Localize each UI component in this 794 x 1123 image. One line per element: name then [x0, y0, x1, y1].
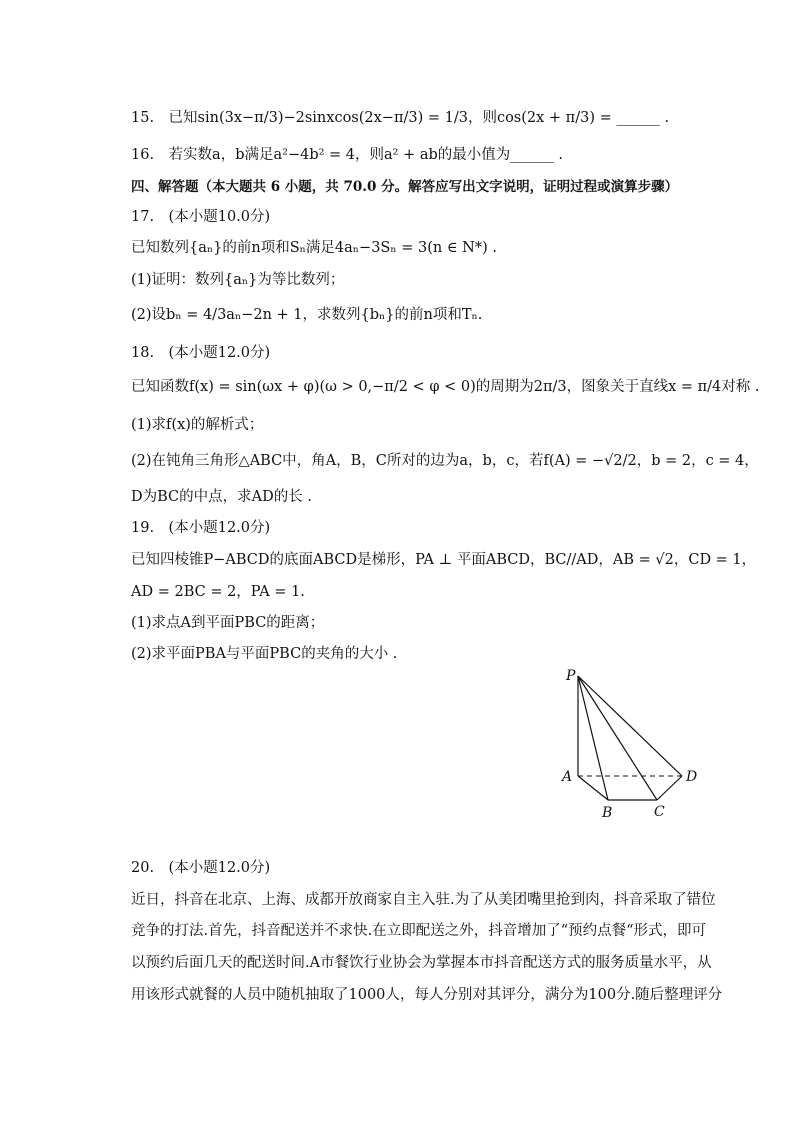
- question-17-header: 17. (本小题10.0分): [131, 209, 271, 225]
- question-18-part1: (1)求f(x)的解析式；: [131, 417, 264, 433]
- question-18-part2: (2)在钝角三角形△ABC中，角A，B，C所对的边为a，b，c，若f(A) = −√2/2，b = 2，c = 4，: [131, 453, 759, 469]
- pyramid-diagram: [556, 664, 706, 824]
- question-18-stem: 已知函数f(x) = sin(ωx + φ)(ω > 0,−π/2 < φ < 0)的周期为2π/3，图象关于直线x = π/4对称 .: [131, 379, 760, 395]
- question-19-part2: (2)求平面PBA与平面PBC的夹角的大小 .: [131, 646, 398, 662]
- question-18-part2-cont: D为BC的中点，求AD的长 .: [131, 489, 312, 505]
- question-16: 16. 若实数a，b满足a²−4b² = 4，则a² + ab的最小值为______ .: [131, 147, 563, 163]
- label-A: A: [562, 769, 573, 785]
- question-20-para-2: 竞争的打法.首先，抖音配送并不求快.在立即配送之外，抖音增加了“预约点餐“形式，即可: [131, 923, 707, 939]
- edge-PC: [578, 676, 657, 800]
- question-20-para-4: 用该形式就餐的人员中随机抽取了1000人，每人分别对其评分，满分为100分.随后整理评分: [131, 987, 723, 1003]
- question-19-part1: (1)求点A到平面PBC的距离；: [131, 615, 325, 631]
- question-18-header: 18. (本小题12.0分): [131, 345, 271, 361]
- label-C: C: [654, 804, 665, 820]
- section-heading: 四、解答题（本大题共 6 小题，共 70.0 分。解答应写出文字说明，证明过程或演算步骤）: [131, 179, 679, 195]
- edge-CD: [657, 776, 682, 800]
- label-D: D: [686, 769, 698, 785]
- question-20-para-3: 以预约后面几天的配送时间.A市餐饮行业协会为掌握本市抖音配送方式的服务质量水平，从: [131, 955, 712, 971]
- edge-PB: [578, 676, 608, 800]
- question-19-stem: 已知四棱锥P−ABCD的底面ABCD是梯形，PA ⊥ 平面ABCD，BC//AD，AB = √2，CD = 1，: [131, 552, 757, 568]
- question-19-stem-cont: AD = 2BC = 2，PA = 1.: [131, 584, 305, 600]
- question-20-header: 20. (本小题12.0分): [131, 860, 271, 876]
- label-B: B: [602, 805, 613, 821]
- label-P: P: [566, 668, 576, 684]
- question-17-part1: (1)证明：数列{aₙ}为等比数列；: [131, 272, 345, 288]
- question-17-stem: 已知数列{aₙ}的前n项和Sₙ满足4aₙ−3Sₙ = 3(n ∈ N*) .: [131, 240, 497, 256]
- edge-PD: [578, 676, 682, 776]
- pyramid-figure: [556, 664, 706, 824]
- question-19-header: 19. (本小题12.0分): [131, 520, 271, 536]
- question-20-para-1: 近日，抖音在北京、上海、成都开放商家自主入驻.为了从美团嘴里抢到肉，抖音采取了错位: [131, 892, 716, 908]
- question-17-part2: (2)设bₙ = 4/3aₙ−2n + 1，求数列{bₙ}的前n项和Tₙ.: [131, 307, 483, 323]
- question-15: 15. 已知sin(3x−π/3)−2sinxcos(2x−π/3) = 1/3，则cos(2x + π/3) = ______ .: [131, 110, 670, 126]
